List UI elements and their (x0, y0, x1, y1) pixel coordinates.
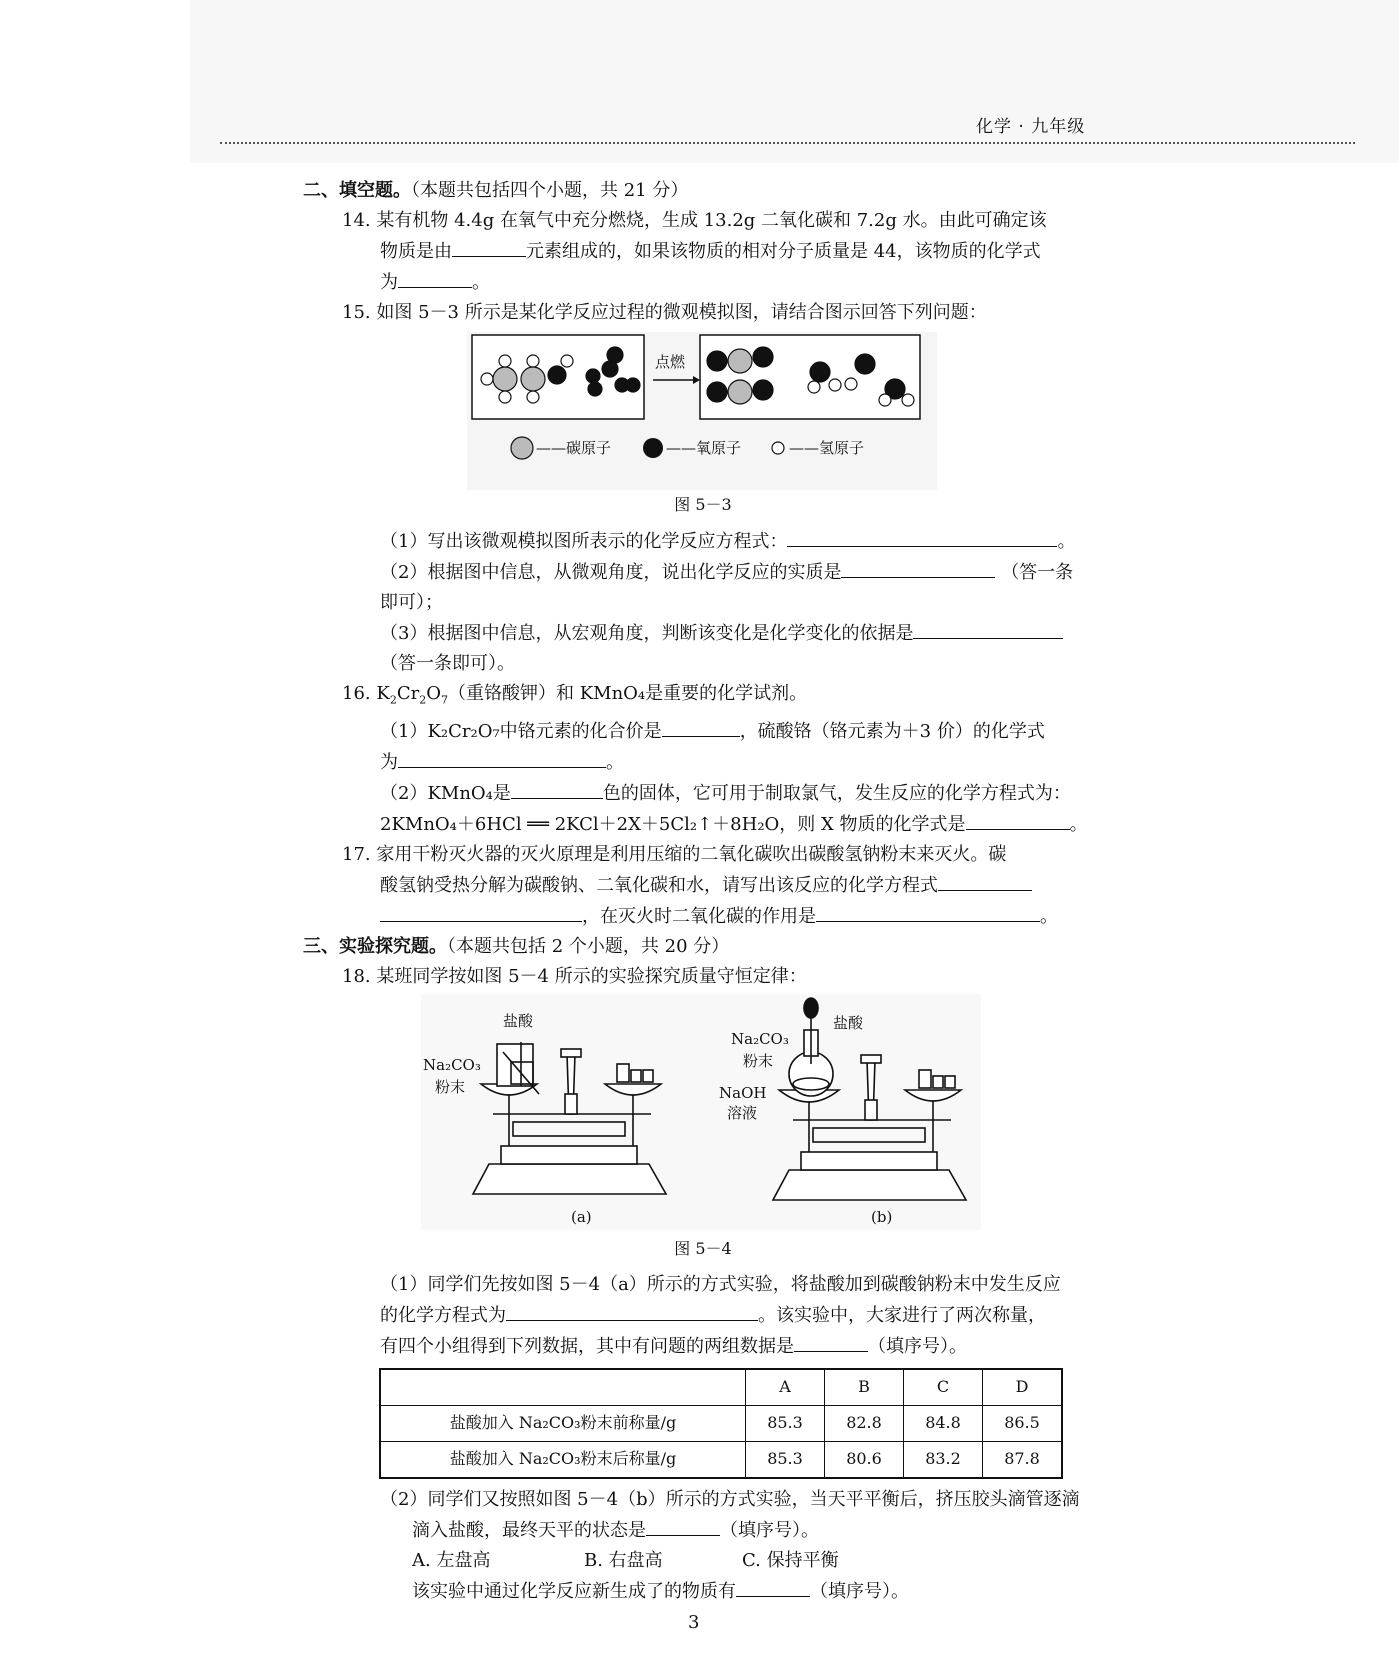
label-acid-a: 盐酸 (503, 1011, 534, 1030)
answer-blank[interactable] (398, 267, 472, 288)
question-15: 15. 如图 5－3 所示是某化学反应过程的微观模拟图，请结合图示回答下列问题： (342, 302, 987, 323)
header-band (190, 0, 1399, 163)
question-18-part-2: （2）同学们又按照如图 5－4（b）所示的方式实验，当天平平衡后，挤压胶头滴管逐滴 滴入盐酸，最终天平的状态是 （填序号）。 A. 左盘高 B. 右盘高 C. 保持平衡 该实验中通过化学反应新生成了的物质有 （填序号）。 (380, 1488, 1080, 1602)
legend-oxygen: ——氧原子 (666, 439, 742, 457)
balance-diagram (421, 994, 981, 1230)
page-number: 3 (688, 1612, 700, 1633)
question-14: 14. 某有机物 4.4g 在氧气中充分燃烧，生成 13.2g 二氧化碳和 7.2g 水。由此可确定该 物质是由 元素组成的，如果该物质的相对分子质量是 44，该物质的化学式 为 。 (342, 210, 1047, 293)
weighing-table (379, 1368, 1063, 1479)
answer-blank[interactable] (816, 901, 1040, 922)
answer-blank[interactable] (938, 870, 1032, 891)
table-header-cell: B (825, 1369, 904, 1406)
table-cell: 85.3 (746, 1441, 825, 1478)
answer-blank[interactable] (662, 716, 740, 737)
question-17: 17. 家用干粉灭火器的灭火原理是利用压缩的二氧化碳吹出碳酸氢钠粉末来灭火。碳 酸氢钠受热分解为碳酸钠、二氧化碳和水，请写出该反应的化学方程式 ，在灭火时二氧化碳的作用是 。 (342, 843, 1058, 927)
legend-hydrogen: ——氢原子 (789, 439, 865, 457)
question-16-part-2: （2）KMnO₄是 色的固体，它可用于制取氯气，发生反应的化学方程式为： 2KMnO₄＋6HCl ══ 2KCl＋2X＋5Cl₂↑＋8H₂O，则 X 物质的化学式是 。 (303, 778, 1103, 840)
table-cell: 86.5 (983, 1405, 1063, 1441)
table-row (380, 1441, 1062, 1478)
question-15-part-1: （1）写出该微观模拟图所表示的化学反应方程式： 。 (303, 526, 1103, 557)
question-16: 16. $K_2Cr_2O_7$（重铬酸钾）和 KMnO₄是重要的化学试剂。 (342, 683, 808, 707)
table-cell: 82.8 (825, 1405, 904, 1441)
section-3-title: 三、实验探究题。（本题共包括 2 个小题，共 20 分） (303, 935, 730, 957)
table-cell: 80.6 (825, 1441, 904, 1478)
answer-blank[interactable] (380, 901, 582, 922)
answer-blank[interactable] (787, 526, 1057, 547)
figure-5-3-caption: 图 5－3 (674, 495, 732, 514)
section-2-title: 二、填空题。（本题共包括四个小题，共 21 分） (303, 180, 689, 201)
table-header-cell (380, 1369, 746, 1406)
question-16-part-1: （1）K₂Cr₂O₇中铬元素的化合价是 ，硫酸铬（铬元素为＋3 价）的化学式 为 。 (303, 716, 1103, 778)
option-b[interactable]: B. 右盘高 (584, 1549, 663, 1571)
table-cell: 84.8 (904, 1405, 983, 1441)
figure-5-4 (303, 992, 1103, 1232)
arrow-label: 点燃 (655, 353, 686, 371)
page-content (303, 176, 1103, 1607)
answer-blank[interactable] (841, 557, 995, 578)
question-15-part-2: （2）根据图中信息，从微观角度，说出化学反应的实质是 （答一条 即可）； (303, 557, 1103, 618)
answer-blank[interactable] (966, 809, 1070, 830)
label-na2co3-a: Na₂CO₃ (423, 1055, 481, 1074)
table-cell: 盐酸加入 Na₂CO₃粉末前称量/g (380, 1405, 746, 1441)
header-divider (220, 142, 1355, 144)
answer-blank[interactable] (452, 236, 526, 257)
figure-5-3 (303, 328, 1103, 488)
table-cell: 85.3 (746, 1405, 825, 1441)
table-header-cell: C (904, 1369, 983, 1406)
table-cell: 盐酸加入 Na₂CO₃粉末后称量/g (380, 1441, 746, 1478)
option-a[interactable]: A. 左盘高 (412, 1549, 491, 1571)
question-18: 18. 某班同学按如图 5－4 所示的实验探究质量守恒定律： (342, 965, 807, 987)
label-powder-a: 粉末 (435, 1077, 466, 1096)
answer-blank[interactable] (506, 1300, 758, 1321)
answer-blank[interactable] (511, 778, 603, 799)
label-naoh: NaOH (719, 1083, 767, 1102)
table-row (380, 1405, 1062, 1441)
table-cell: 83.2 (904, 1441, 983, 1478)
table-header-row (380, 1369, 1062, 1406)
label-b: (b) (871, 1207, 893, 1226)
table-header-cell: A (746, 1369, 825, 1406)
answer-blank[interactable] (794, 1331, 868, 1352)
question-15-part-3: （3）根据图中信息，从宏观角度，判断该变化是化学变化的依据是 （答一条即可）。 (303, 618, 1103, 679)
label-na2co3-b: Na₂CO₃ (731, 1029, 789, 1048)
table-header-cell: D (983, 1369, 1063, 1406)
table-cell: 87.8 (983, 1441, 1063, 1478)
legend-carbon: ——碳原子 (536, 439, 612, 457)
molecule-diagram (467, 332, 937, 490)
figure-5-4-caption: 图 5－4 (674, 1238, 732, 1258)
answer-blank[interactable] (398, 747, 606, 768)
label-a: (a) (571, 1207, 592, 1226)
option-c[interactable]: C. 保持平衡 (742, 1549, 839, 1571)
question-18-part-1: （1）同学们先按如图 5－4（a）所示的方式实验，将盐酸加到碳酸钠粉末中发生反应 的化学方程式为 。该实验中，大家进行了两次称量， 有四个小组得到下列数据，其中有问题的两组数据是 （填序号）。 (380, 1273, 1061, 1357)
answer-blank[interactable] (646, 1515, 720, 1536)
answer-blank[interactable] (736, 1576, 810, 1597)
answer-blank[interactable] (913, 618, 1063, 639)
subject-header: 化学 · 九年级 (976, 117, 1086, 137)
label-acid-b: 盐酸 (833, 1013, 864, 1032)
label-powder-b: 粉末 (743, 1051, 774, 1070)
label-solution: 溶液 (727, 1103, 758, 1122)
